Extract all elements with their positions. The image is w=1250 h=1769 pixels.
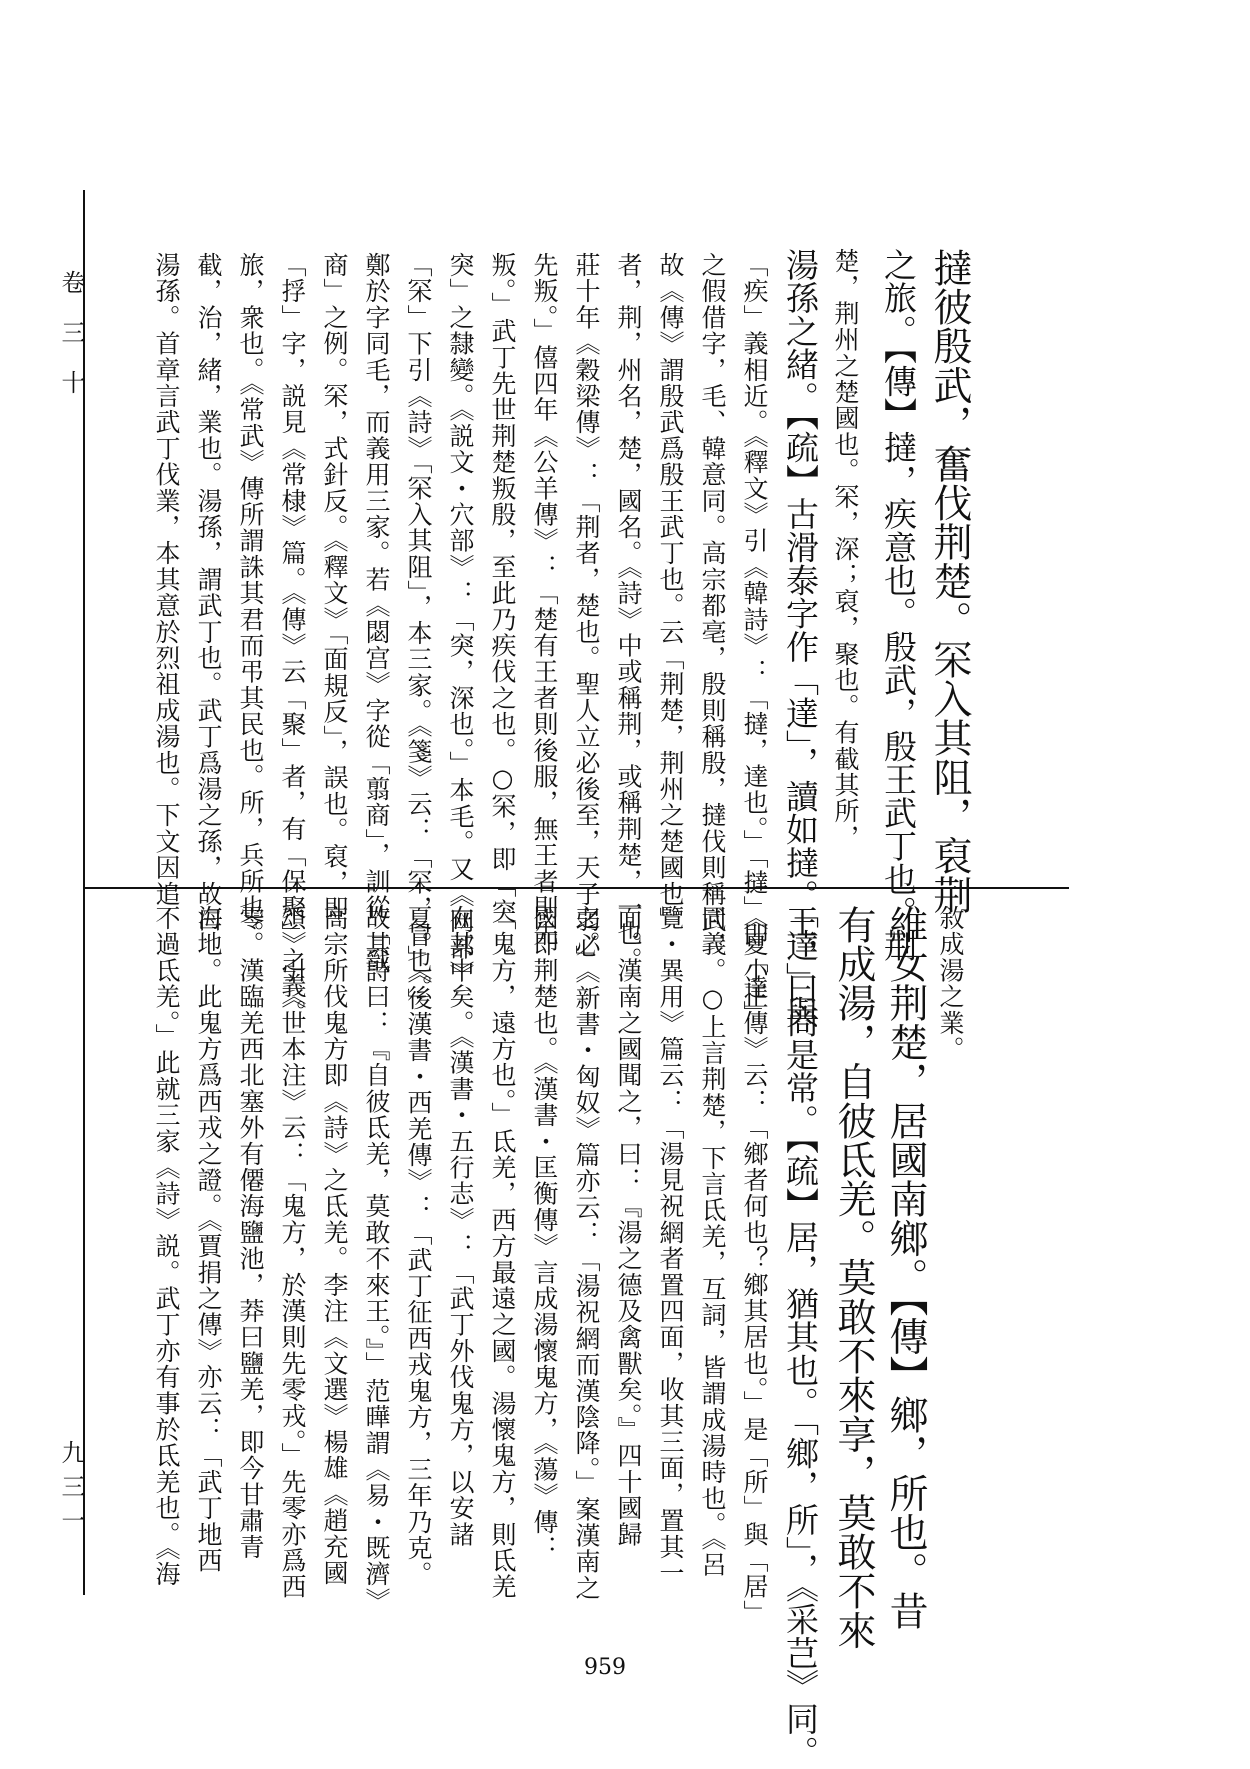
lower-column-2: 維女荆楚，居國南鄉。【傳】鄉，所也。昔 xyxy=(883,905,928,1631)
lower-column-12: 在其中矣。《漢書・五行志》：「武丁外伐鬼方，以安諸 xyxy=(446,905,475,1548)
upper-column-15: 商」之例。罙，式針反。《釋文》「面規反」，誤也。裒，即 xyxy=(320,252,349,922)
lower-column-10: 國即荆楚也。《漢書・匡衡傳》言成湯懷鬼方，《蕩》傳： xyxy=(530,905,559,1562)
lower-column-1: 敘成湯之業。 xyxy=(936,905,965,1063)
upper-column-6: 之假借字，毛、韓意同。高宗都亳，殷則稱殷，撻伐則稱武， xyxy=(698,252,727,960)
lower-column-7: 覽・異用》篇云：「湯見祝網者置四面，收其三面，置其一 xyxy=(656,905,685,1587)
lower-column-15: 高宗所伐鬼方即《詩》之氐羌。李注《文選》楊雄《趙充國 xyxy=(320,905,349,1587)
upper-column-7: 故《傳》謂殷武爲殷王武丁也。云「荆楚，荆州之楚國也」 xyxy=(656,252,685,934)
juan-label: 卷三十 xyxy=(57,270,85,420)
lower-column-14: 故其詩曰：『自彼氐羌，莫敢不來王。』」范曄謂《易・既濟》 xyxy=(362,905,391,1614)
upper-column-2: 之旅。【傳】撻，疾意也。殷武，殷王武丁也。荆 xyxy=(879,248,918,962)
lower-column-6: 同義。○上言荆楚，下言氐羌，互詞，皆謂成湯時也。《呂 xyxy=(698,905,727,1578)
lower-column-17: 零。漢臨羌西北塞外有僊海鹽池，莽曰鹽羌，即今甘肅青 xyxy=(236,905,265,1560)
upper-column-4: 湯孫之緒。【疏】古滑泰字作「達」，讀如撻。「達」與 xyxy=(781,248,820,1029)
lower-column-13: 夏。」《後漢書・西羌傳》：「武丁征西戎鬼方，三年乃克。 xyxy=(404,905,433,1588)
upper-column-17: 旅，衆也。《常武》傳所謂誅其君而弔其民也。所，兵所也。 xyxy=(236,252,265,947)
upper-column-8: 者，荆，州名，楚，國名。《詩》中或稱荆，或稱荆楚，一也。 xyxy=(614,252,643,974)
page-number: 959 xyxy=(584,1655,626,1680)
upper-column-13: 「罙」下引《詩》「罙入其阻」，本三家。《箋》云：「罙，冒也。」 xyxy=(404,252,433,1015)
lower-column-9: 之。」《新書・匈奴》篇亦云：「湯祝網而漢陰降。」案漢南之 xyxy=(572,905,601,1602)
lower-column-16: 頌》引《世本注》云：「鬼方，於漢則先零戎。」先零亦爲西 xyxy=(278,905,307,1600)
upper-column-3: 楚，荆州之楚國也。罙，深；裒，聚也。有截其所， xyxy=(831,248,860,851)
upper-column-12: 突」之隸變。《説文・穴部》：「突，深也。」本毛。又《网部》 xyxy=(446,252,475,987)
upper-column-1: 撻彼殷武，奮伐荆楚。罙入其阻，裒荆 xyxy=(927,248,972,915)
upper-column-16: 「捊」字，説見《常棣》篇。《傳》云「聚」者，有「保聚」之義。 xyxy=(278,252,307,1026)
lower-column-5: 《夏小正傳》云：「鄉者何也？鄉其居也。」是「所」與「居」 xyxy=(740,905,769,1627)
upper-column-18: 截，治，緒，業也。湯孫，謂武丁也。武丁爲湯之孫，故曰 xyxy=(194,252,223,934)
lower-column-11: 「鬼方，遠方也。」氐羌，西方最遠之國。湯懷鬼方，則氐羌 xyxy=(488,905,517,1600)
upper-column-5: 「疾」義相近。《釋文》引《韓詩》：「撻，達也。」「撻」即「達」 xyxy=(740,252,769,1027)
folio-label: 九三一 xyxy=(57,1440,85,1542)
lower-column-3: 有成湯，自彼氐羌。莫敢不來享，莫敢不來 xyxy=(831,905,876,1650)
upper-column-11: 叛。」武丁先世荆楚叛殷，至此乃疾伐之也。○罙，即「突 xyxy=(488,252,517,925)
upper-column-9: 莊十年《穀梁傳》：「荆者，楚也。聖人立必後至，天子弱必 xyxy=(572,252,601,960)
lower-column-19: 不過氐羌。」此就三家《詩》説。武丁亦有事於氐羌也。《海 xyxy=(152,905,181,1588)
upper-column-10: 先叛。」僖四年《公羊傳》：「楚有王者則後服，無王者則先 xyxy=(530,252,559,947)
lower-column-18: 海地。此鬼方爲西戎之證。《賈捐之傳》亦云：「武丁地西 xyxy=(194,905,223,1574)
upper-column-19: 湯孫。首章言武丁伐業，本其意於烈祖成湯也。下文因追 xyxy=(152,252,181,907)
lower-column-4: 王，曰商是常。【疏】居，猶其也。「鄉，所」，《采芑》同。 xyxy=(781,905,820,1769)
lower-column-8: 面。漢南之國聞之，曰：『湯之德及禽獸矣。』四十國歸 xyxy=(614,905,643,1548)
upper-column-14: 鄭於字同毛，而義用三家。若《閟宫》字從「翦商」，訓從「戩 xyxy=(362,252,391,974)
